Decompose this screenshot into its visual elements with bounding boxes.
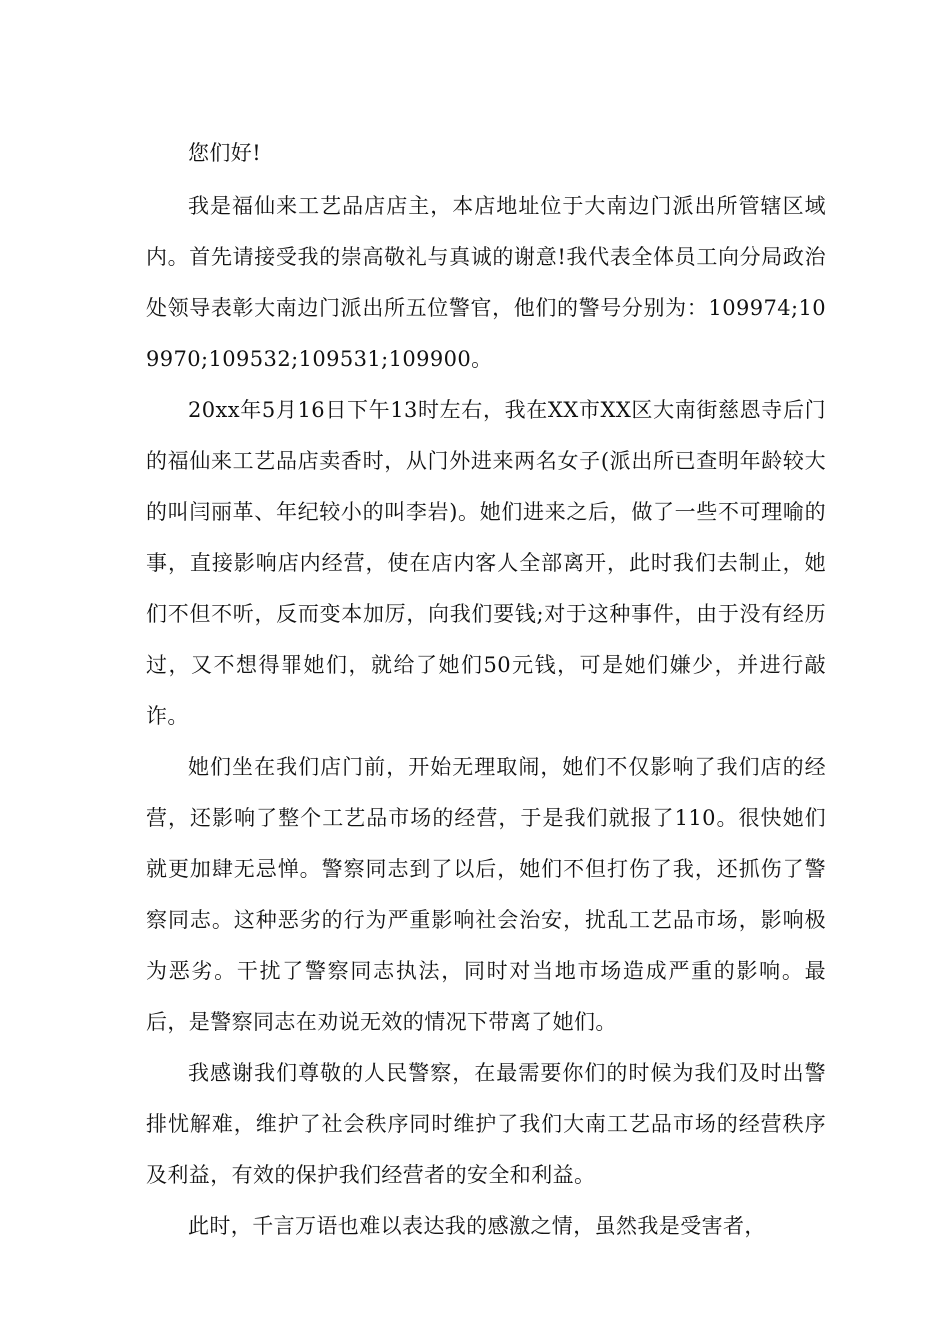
letter-paragraph: 她们坐在我们店门前，开始无理取闹，她们不仅影响了我们店的经营，还影响了整个工艺品市场的经营，于是我们就报了110。很快她们就更加肆无忌惮。警察同志到了以后，她们不但打伤了我，还抓伤了警察同志。这种恶劣的行为严重影响社会治安，扰乱工艺品市场，影响极为恶劣。干扰了警察同志执法，同时对当地市场造成严重的影响。最后，是警察同志在劝说无效的情况下带离了她们。 [146,755,826,1034]
letter-greeting: 您们好! [188,141,262,165]
letter-paragraph: 此时，千言万语也难以表达我的感激之情，虽然我是受害者， [188,1214,766,1238]
letter-paragraph: 我是福仙来工艺品店店主，本店地址位于大南边门派出所管辖区域内。首先请接受我的崇高敬礼与真诚的谢意!我代表全体员工向分局政治处领导表彰大南边门派出所五位警官，他们的警号分别为：109974;109970;109532;109531;109900。 [146,194,826,371]
letter-paragraph: 20xx年5月16日下午13时左右，我在XX市XX区大南街慈恩寺后门的福仙来工艺品店卖香时，从门外进来两名女子(派出所已查明年龄较大的叫闫丽革、年纪较小的叫李岩)。她们进来之后，做了一些不可理喻的事，直接影响店内经营，使在店内客人全部离开，此时我们去制止，她们不但不听，反而变本加厉，向我们要钱;对于这种事件，由于没有经历过，又不想得罪她们，就给了她们50元钱，可是她们嫌少，并进行敲诈。 [146,398,826,728]
letter-paragraph: 我感谢我们尊敬的人民警察，在最需要你们的时候为我们及时出警排忧解难，维护了社会秩序同时维护了我们大南工艺品市场的经营秩序及利益，有效的保护我们经营者的安全和利益。 [146,1061,826,1187]
